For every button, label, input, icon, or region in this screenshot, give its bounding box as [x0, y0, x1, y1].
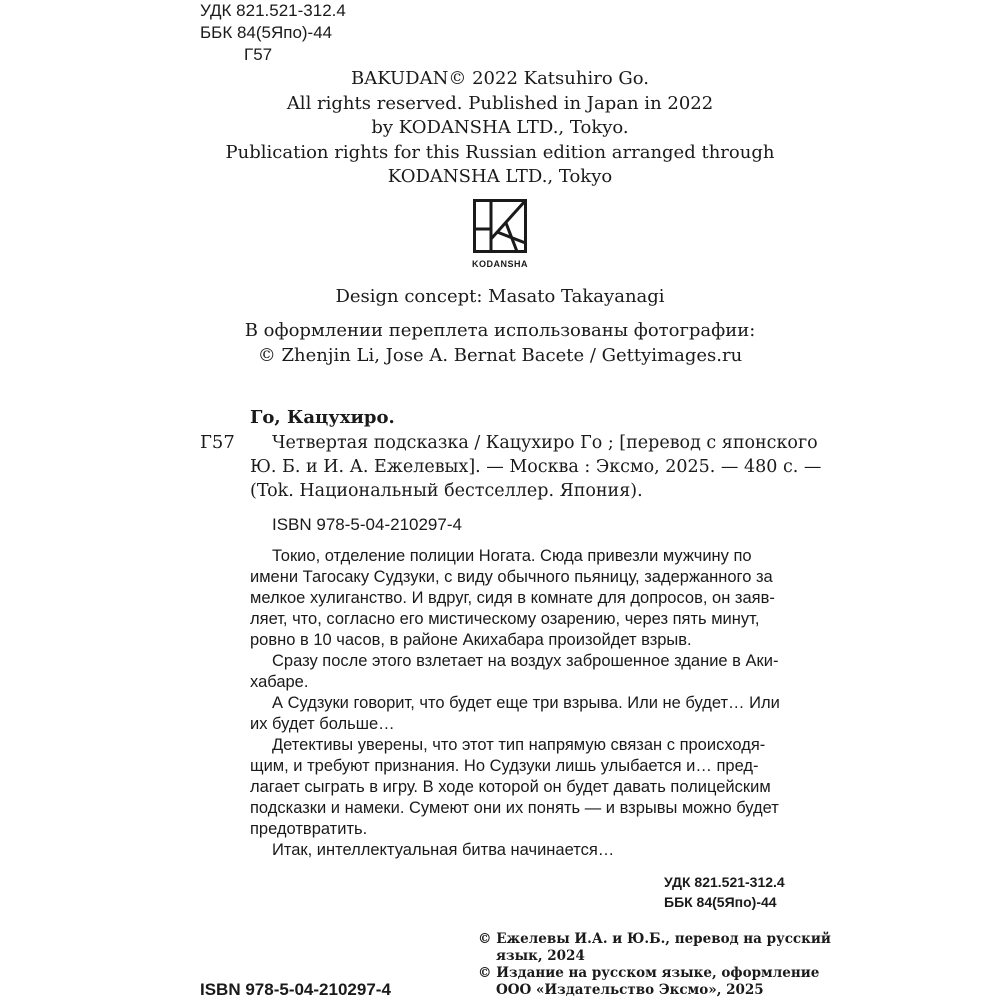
annotation-line: А Судзуки говорит, что будет еще три взрыва. Или не будет… Или	[272, 694, 780, 712]
bibliographic-description	[250, 431, 822, 503]
photo-credit-line: © Zhenjin Li, Jose A. Bernat Bacete / Gettyimages.ru	[257, 345, 743, 366]
udk-code: УДК 821.521-312.4	[200, 1, 346, 20]
copyright-line: © Ежелевы И.А. и Ю.Б., перевод на русский	[478, 931, 831, 947]
top-classification	[200, 0, 346, 66]
annotation-line: предотвратить.	[250, 820, 368, 838]
annotation-line: хабаре.	[250, 673, 309, 691]
annotation-line: ляет, что, согласно его мистическому озарению, через пять минут,	[250, 610, 760, 628]
author-mark: Г57	[244, 45, 273, 64]
catalog-author: Го, Кацухиро.	[250, 407, 395, 428]
isbn: ISBN 978-5-04-210297-4	[272, 515, 462, 534]
description-line: Ю. Б. и И. А. Ежелевых]. — Москва : Эксмо, 2025. — 480 с. —	[250, 457, 822, 477]
annotation-line: Итак, интеллектуальная битва начинается…	[272, 841, 615, 859]
annotation-line: Токио, отделение полиции Ногата. Сюда привезли мужчину по	[272, 547, 752, 565]
photo-credit-line: В оформлении переплета использованы фотографии:	[244, 320, 756, 341]
copyright-line: язык, 2024	[496, 948, 585, 964]
rights-notice	[0, 67, 1000, 190]
annotation-line: подсказки и намеки. Сумеют они их понять — и взрывы можно будет	[250, 799, 779, 817]
annotation-line: лагает сыграть в игру. В ходе которой он будет давать полицейским	[250, 778, 771, 796]
copyright-line: ООО «Издательство Эксмо», 2025	[496, 982, 764, 998]
annotation-line: мелкое хулиганство. И вдруг, сидя в комнате для допросов, он заяв-	[250, 589, 775, 607]
annotation-line: ровно в 10 часов, в районе Акихабара произойдет взрыв.	[250, 631, 692, 649]
annotation-line: имени Тагосаку Судзуки, с виду обычного пьяницу, задержанного за	[250, 568, 773, 586]
udk-code: УДК 821.521-312.4	[664, 874, 785, 890]
annotation-line: щим, и требуют признания. Но Судзуки лишь улыбается и… пред-	[250, 757, 759, 775]
annotation-line: Сразу после этого взлетает на воздух заброшенное здание в Аки-	[272, 652, 779, 670]
design-concept: Design concept: Masato Takayanagi	[335, 286, 665, 307]
rights-line: BAKUDAN© 2022 Katsuhiro Go.	[350, 68, 649, 89]
bbk-code: ББК 84(5Япо)-44	[664, 894, 777, 910]
description-line: (Tok. Национальный бестселлер. Япония).	[250, 481, 643, 501]
annotation	[250, 546, 802, 861]
bottom-classification	[664, 872, 785, 912]
rights-line: Publication rights for this Russian edition arranged through	[225, 141, 775, 163]
kodansha-logo-icon	[473, 199, 527, 253]
bbk-code: ББК 84(5Япо)-44	[200, 23, 333, 42]
isbn-bottom: ISBN 978-5-04-210297-4	[200, 980, 391, 999]
annotation-line: Детективы уверены, что этот тип напрямую связан с происходя-	[272, 736, 766, 754]
logo-label: KODANSHA	[471, 259, 528, 269]
copyright-line: © Издание на русском языке, оформление	[478, 965, 820, 981]
publisher-logo	[466, 199, 534, 269]
copyright-notices	[478, 931, 831, 999]
rights-line: by KODANSHA LTD., Tokyo.	[371, 117, 629, 138]
catalog-code: Г57	[200, 432, 235, 453]
rights-line: All rights reserved. Published in Japan in 2022	[286, 92, 714, 114]
rights-line: KODANSHA LTD., Tokyo	[387, 166, 613, 187]
annotation-line: их будет больше…	[250, 715, 395, 733]
description-line: Четвертая подсказка / Кацухиро Го ; [перевод с японского	[272, 433, 818, 453]
photo-credits	[0, 318, 1000, 368]
